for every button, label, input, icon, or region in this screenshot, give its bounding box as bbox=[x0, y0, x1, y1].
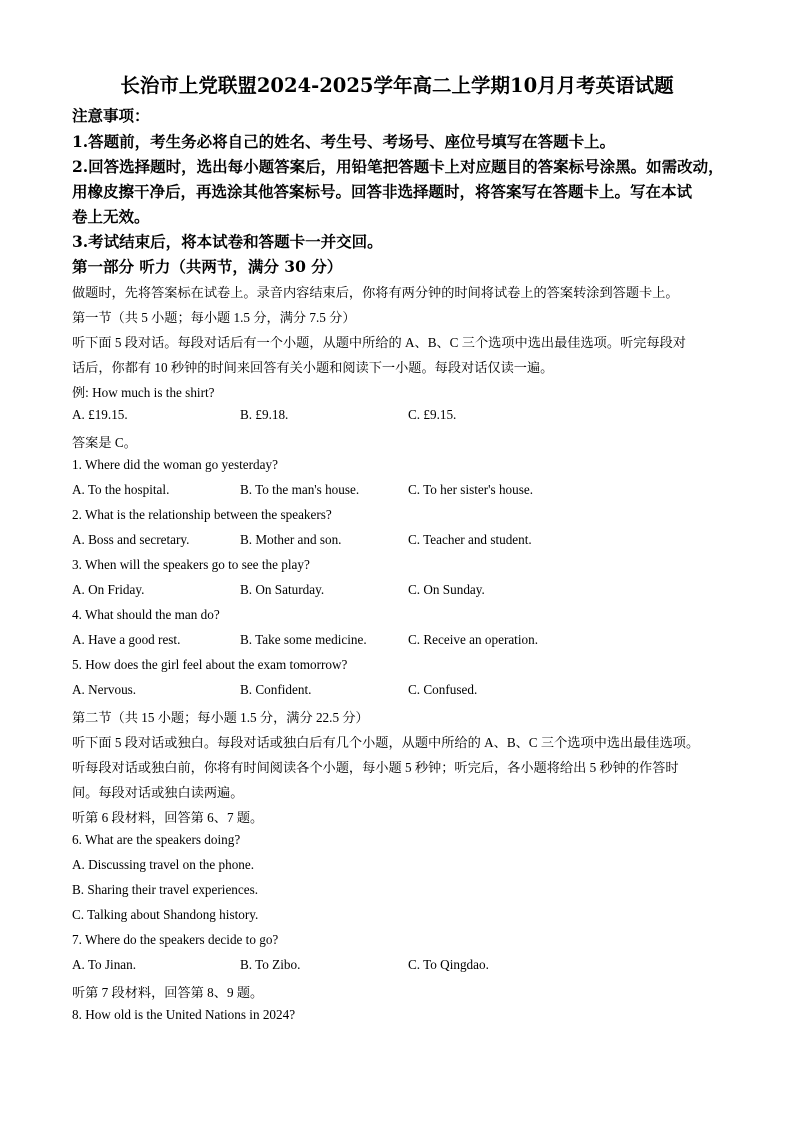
notice-item-2-line-3: 卷上无效。 bbox=[72, 207, 150, 226]
q5-option-b: B. Confident. bbox=[240, 682, 312, 697]
q4-option-c: C. Receive an operation. bbox=[408, 632, 538, 647]
question-5: 5. How does the girl feel about the exam tomorrow? bbox=[72, 657, 348, 672]
section1-instruction-line-2: 话后，你都有 10 秒钟的时间来回答有关小题和阅读下一小题。每段对话仅读一遍。 bbox=[72, 360, 554, 375]
question-4: 4. What should the man do? bbox=[72, 607, 220, 622]
q3-option-b: B. On Saturday. bbox=[240, 582, 325, 597]
section2-heading: 第二节（共 15 小题；每小题 1.5 分，满分 22.5 分） bbox=[72, 710, 369, 725]
section1-heading: 第一节（共 5 小题；每小题 1.5 分，满分 7.5 分） bbox=[72, 310, 356, 325]
q5-option-a: A. Nervous. bbox=[72, 682, 137, 697]
question-6: 6. What are the speakers doing? bbox=[72, 832, 241, 847]
material-6-note: 听第 6 段材料，回答第 6、7 题。 bbox=[72, 810, 264, 825]
question-3: 3. When will the speakers go to see the play? bbox=[72, 557, 310, 572]
section2-instruction-line-1: 听下面 5 段对话或独白。每段对话或独白后有几个小题，从题中所给的 A、B、C 三个选项中选出最佳选项。 bbox=[72, 735, 700, 750]
q1-option-c: C. To her sister's house. bbox=[408, 482, 534, 497]
q5-option-c: C. Confused. bbox=[408, 682, 478, 697]
notice-item-3: 3.考试结束后，将本试卷和答题卡一并交回。 bbox=[72, 232, 383, 251]
example-option-a: A. £19.15. bbox=[72, 407, 128, 422]
q1-option-b: B. To the man's house. bbox=[240, 482, 360, 497]
q6-option-b: B. Sharing their travel experiences. bbox=[72, 882, 259, 897]
example-option-c: C. £9.15. bbox=[408, 407, 457, 422]
section1-instruction-line-1: 听下面 5 段对话。每段对话后有一个小题，从题中所给的 A、B、C 三个选项中选出最佳选项。听完每段对 bbox=[72, 335, 686, 350]
question-1: 1. Where did the woman go yesterday? bbox=[72, 457, 278, 472]
example-answer: 答案是 C。 bbox=[72, 435, 137, 450]
q2-option-a: A. Boss and secretary. bbox=[72, 532, 190, 547]
section2-instruction-line-3: 间。每段对话或独白读两遍。 bbox=[72, 785, 244, 800]
q6-option-c: C. Talking about Shandong history. bbox=[72, 907, 259, 922]
example-option-b: B. £9.18. bbox=[240, 407, 289, 422]
q7-option-c: C. To Qingdao. bbox=[408, 957, 489, 972]
q2-option-b: B. Mother and son. bbox=[240, 532, 342, 547]
question-8: 8. How old is the United Nations in 2024? bbox=[72, 1007, 296, 1022]
q6-option-a: A. Discussing travel on the phone. bbox=[72, 857, 255, 872]
question-7: 7. Where do the speakers decide to go? bbox=[72, 932, 279, 947]
q4-option-a: A. Have a good rest. bbox=[72, 632, 181, 647]
q3-option-a: A. On Friday. bbox=[72, 582, 145, 597]
q1-option-a: A. To the hospital. bbox=[72, 482, 170, 497]
page-title: 长治市上党联盟2024-2025学年高二上学期10月月考英语试题 bbox=[120, 74, 674, 97]
q7-option-b: B. To Zibo. bbox=[240, 957, 301, 972]
notice-item-2-line-1: 2.回答选择题时，选出每小题答案后，用铅笔把答题卡上对应题目的答案标号涂黑。如需改动， bbox=[72, 157, 724, 176]
notice-item-1: 1.答题前，考生务必将自己的姓名、考生号、考场号、座位号填写在答题卡上。 bbox=[72, 132, 616, 151]
notice-item-2-line-2: 用橡皮擦干净后，再选涂其他答案标号。回答非选择题时，将答案写在答题卡上。写在本试 bbox=[72, 182, 693, 201]
section2-instruction-line-2: 听每段对话或独白前，你将有时间阅读各个小题，每小题 5 秒钟；听完后，各小题将给出 5 秒钟的作答时 bbox=[72, 760, 679, 775]
material-7-note: 听第 7 段材料，回答第 8、9 题。 bbox=[72, 985, 264, 1000]
q7-option-a: A. To Jinan. bbox=[72, 957, 137, 972]
q2-option-c: C. Teacher and student. bbox=[408, 532, 532, 547]
question-2: 2. What is the relationship between the speakers? bbox=[72, 507, 332, 522]
example-question: 例: How much is the shirt? bbox=[72, 385, 215, 400]
q3-option-c: C. On Sunday. bbox=[408, 582, 485, 597]
notice-heading: 注意事项： bbox=[72, 106, 150, 125]
part1-intro: 做题时，先将答案标在试卷上。录音内容结束后，你将有两分钟的时间将试卷上的答案转涂到答题卡上。 bbox=[72, 285, 679, 300]
q4-option-b: B. Take some medicine. bbox=[240, 632, 367, 647]
part1-heading: 第一部分 听力（共两节，满分 30 分） bbox=[72, 257, 343, 276]
